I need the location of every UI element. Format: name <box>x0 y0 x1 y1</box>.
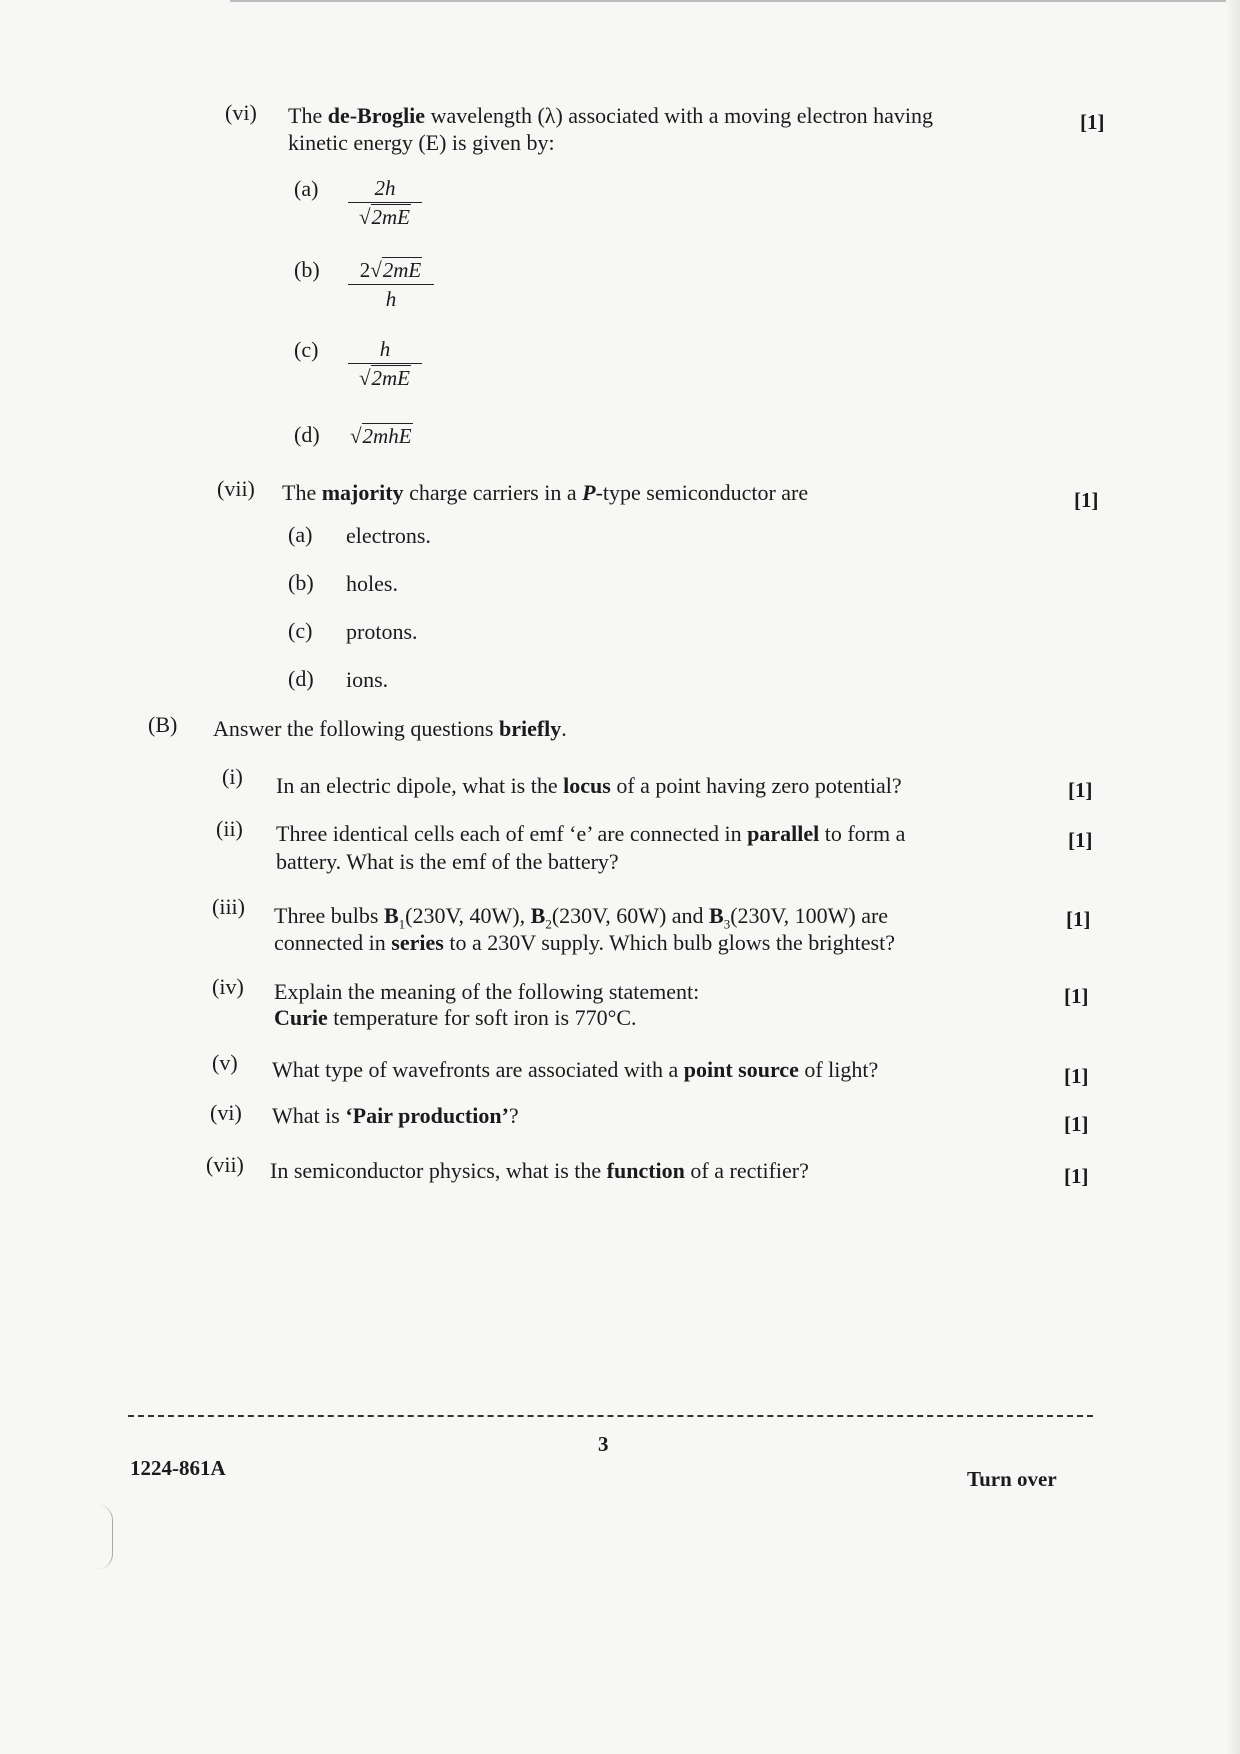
q-vi-option-a-label: (a) <box>294 176 319 201</box>
b-q-ii-label: (ii) <box>216 816 243 841</box>
page-number: 3 <box>598 1432 609 1456</box>
q-vi-text-line2: kinetic energy (E) is given by: <box>288 130 555 155</box>
b-q-vii-text: In semiconductor physics, what is the function of a rectifier? <box>270 1158 809 1183</box>
page-edge-shadow <box>1226 0 1240 1754</box>
binding-mark <box>98 1505 113 1569</box>
b-q-i-text: In an electric dipole, what is the locus of a point having zero potential? <box>276 773 902 798</box>
b-q-iv-marks: [1] <box>1064 984 1089 1008</box>
q-vii-option-a-text: electrons. <box>346 523 431 548</box>
q-vii-option-d-label: (d) <box>288 666 314 691</box>
q-vi-option-c-formula: h √2mE <box>348 335 422 392</box>
paper-code: 1224-861A <box>130 1456 226 1480</box>
q-vii-option-a-label: (a) <box>288 522 313 547</box>
q-vi-option-c-label: (c) <box>294 337 319 362</box>
q-vii-option-d-text: ions. <box>346 667 389 692</box>
q-vi-option-d-label: (d) <box>294 422 320 447</box>
q-vii-text: The majority charge carriers in a P-type semiconductor are <box>282 480 809 505</box>
b-q-ii-text: Three identical cells each of emf ‘e’ are connected in parallel to form a <box>276 821 906 846</box>
b-q-v-text: What type of wavefronts are associated with a point source of light? <box>272 1057 879 1082</box>
section-b-instruction: Answer the following questions briefly. <box>213 716 567 741</box>
b-q-iii-text: Three bulbs $B_1(230V$, 40W), $B_2(230V$, 60W) and $B_3(230V$, 100W) are <box>274 903 889 932</box>
q-vi-marks: [1] <box>1080 110 1105 134</box>
b-q-iii-label: (iii) <box>212 894 245 919</box>
footer-divider <box>128 1415 1093 1417</box>
b-q-i-marks: [1] <box>1068 778 1093 802</box>
b-q-v-marks: [1] <box>1064 1064 1089 1088</box>
q-vi-text: The de-Broglie wavelength (λ) associated with a moving electron having <box>288 103 934 128</box>
q-vi-option-a-formula: 2h √2mE <box>348 174 422 231</box>
b-q-iv-text: Explain the meaning of the following statement: <box>274 979 700 1004</box>
b-q-iii-text-line2: connected in series to a 230V supply. Which bulb glows the brightest? <box>274 930 895 955</box>
q-vi-label: (vi) <box>225 100 257 125</box>
b-q-v-label: (v) <box>212 1050 238 1075</box>
q-vii-option-c-text: protons. <box>346 619 418 644</box>
b-q-vi-marks: [1] <box>1064 1112 1089 1136</box>
b-q-iv-text-line2: Curie temperature for soft iron is 770°C. <box>274 1005 637 1030</box>
b-q-ii-marks: [1] <box>1068 828 1093 852</box>
b-q-i-label: (i) <box>222 764 243 789</box>
b-q-vii-label: (vii) <box>206 1152 244 1177</box>
q-vii-option-b-label: (b) <box>288 570 314 595</box>
q-vii-option-c-label: (c) <box>288 618 313 643</box>
b-q-iv-label: (iv) <box>212 974 244 999</box>
b-q-iii-marks: [1] <box>1066 907 1091 931</box>
q-vi-option-d-formula: √2mhE <box>350 424 412 448</box>
q-vi-option-b-formula: 2√2mE h <box>348 256 434 313</box>
b-q-ii-text-line2: battery. What is the emf of the battery? <box>276 849 619 874</box>
q-vii-label: (vii) <box>217 476 255 501</box>
q-vi-option-b-label: (b) <box>294 257 320 282</box>
b-q-vi-label: (vi) <box>210 1100 242 1125</box>
section-b-label: (B) <box>148 712 178 737</box>
q-vii-option-b-text: holes. <box>346 571 398 596</box>
b-q-vii-marks: [1] <box>1064 1164 1089 1188</box>
top-edge-line <box>230 0 1240 2</box>
b-q-vi-text: What is ‘Pair production’? <box>272 1103 519 1128</box>
turn-over-label: Turn over <box>967 1467 1057 1491</box>
q-vii-marks: [1] <box>1074 488 1099 512</box>
